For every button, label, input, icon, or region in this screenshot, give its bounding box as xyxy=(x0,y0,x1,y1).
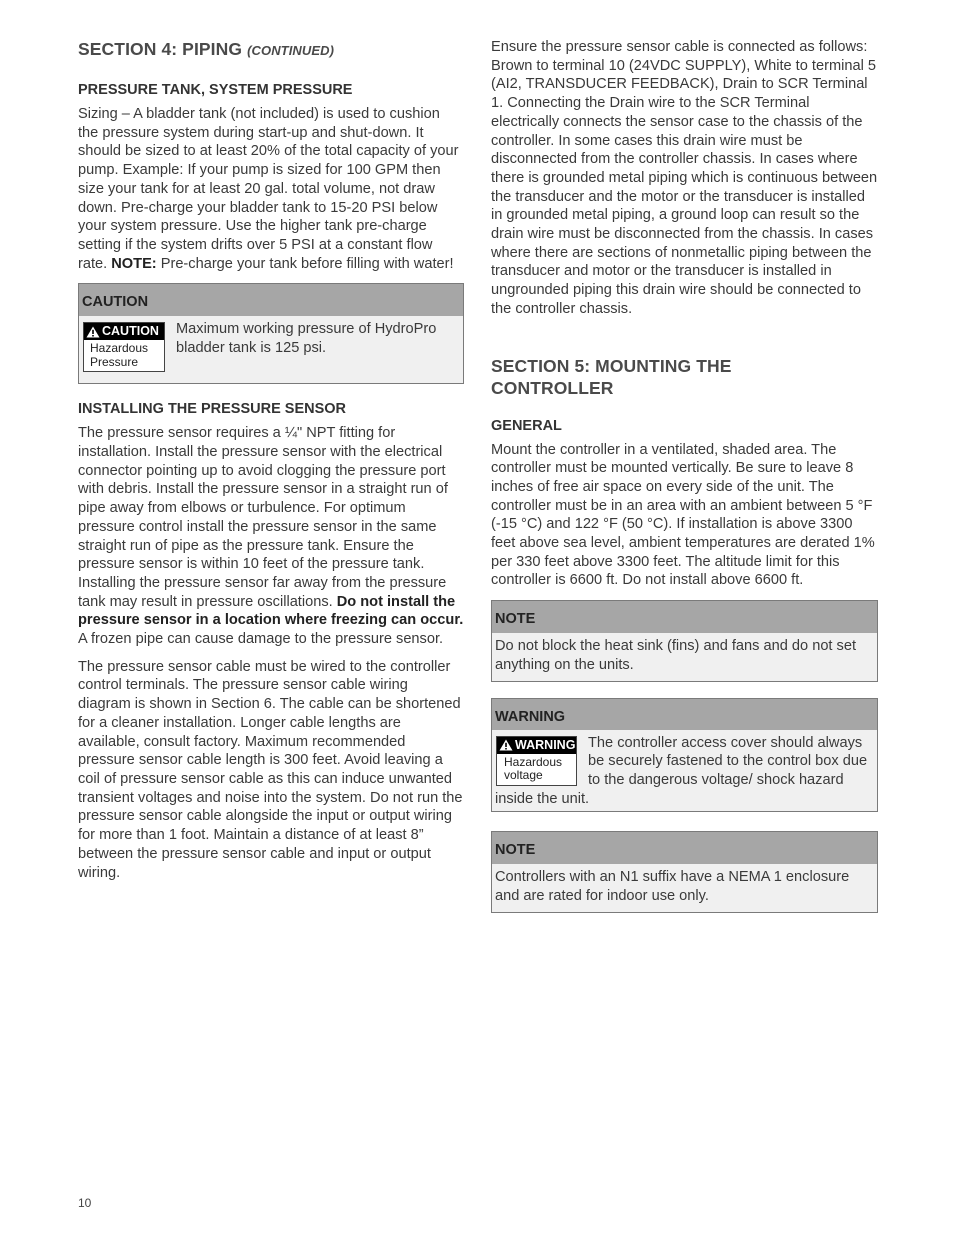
caution-box-header: CAUTION xyxy=(79,284,463,316)
general-heading: GENERAL xyxy=(491,417,562,434)
warning-triangle-icon xyxy=(86,326,100,338)
right-column xyxy=(491,38,878,913)
sensor-paragraph-3: Ensure the pressure sensor cable is connected as follows: Brown to terminal 10 (24VDC SUPPLY), White to terminal 5 (AI2, TRANSDUCER FEEDBACK), Drain to SCR Terminal 1. Connecting the Drain wire to the SCR Terminal electrically connects the sensor case to the chassis of the controller. In some cases this drain wire must be disconnected from the controller chassis. In cases where there is grounded metal piping which is continuous between the transducer and the motor or the transducer is installed in grounded metal piping, a ground loop can result so the drain wire must be disconnected from the chassis. In cases where there are sections of nonmetallic piping between the transducer and motor or the transducer is installed in ungrounded piping this drain wire should be connected to the controller chassis. xyxy=(491,39,878,317)
caution-box xyxy=(78,283,464,384)
note-box-2 xyxy=(491,831,878,912)
caution-hazard-label: CAUTION Hazardous Pressure xyxy=(83,322,165,372)
note-box-1-body: Do not block the heat sink (fins) and fans and do not set anything on the units. xyxy=(495,638,857,673)
warning-triangle-icon xyxy=(499,739,513,751)
sensor-paragraph-1: The pressure sensor requires a ¼" NPT fitting for installation. Install the pressure sensor with the electrical connector pointing up to avoid clogging the pressure port with debris. Install the pressure sensor in a straight run of pipe away from elbows or turbulence. For optimum pressure control install the pressure sensor in the same straight run of pipe as the pressure tank. Ensure the pressure sensor is within 10 feet of the pressure tank. Installing the pressure sensor far away from the pressure tank may result in pressure oscillations. Do not install the pressure sensor in a location where freezing can occur. A frozen pipe can cause damage to the pressure sensor. xyxy=(78,425,464,648)
note-box-2-body: Controllers with an N1 suffix have a NEMA 1 enclosure and are rated for indoor use only. xyxy=(495,869,850,905)
left-column xyxy=(78,38,464,882)
page-number: 10 xyxy=(78,1196,92,1210)
pressure-tank-heading: PRESSURE TANK, SYSTEM PRESSURE xyxy=(78,82,353,98)
note-box-1 xyxy=(491,600,878,681)
section-5-title: SECTION 5: MOUNTING THE CONTROLLER xyxy=(491,355,732,398)
section-4-title: SECTION 4: PIPING (CONTINUED) xyxy=(78,39,335,59)
caution-text: Maximum working pressure of HydroPro bladder tank is 125 psi. xyxy=(176,321,437,357)
pressure-tank-paragraph: Sizing – A bladder tank (not included) is used to cushion the pressure system during start-up and shut-down. It should be sized to at least 20% of the total capacity of your pump. Example: If your pump is sized for 100 GPM then size your tank for at least 20 gal. total volume, not draw down. Pre-charge your bladder tank to 15-20 PSI below your system pressure. Use the higher tank pre-charge setting if the system drifts over 5 PSI at a constant flow rate. NOTE: Pre-charge your tank before filling with water! xyxy=(78,106,459,272)
note-box-1-header: NOTE xyxy=(492,601,877,633)
warning-hazard-label: WARNING Hazardous voltage xyxy=(496,736,577,786)
warning-box-header: WARNING xyxy=(492,699,877,730)
warning-box-body xyxy=(492,730,877,812)
caution-box-body xyxy=(79,316,463,369)
continued-label: (CONTINUED) xyxy=(247,43,335,58)
sensor-paragraph-2: The pressure sensor cable must be wired to the controller control terminals. The pressure sensor cable wiring diagram is shown in Section 6. The cable can be shortened for a cleaner installation. Longer cable lengths are available, consult factory. Maximum recommended pressure sensor cable length is 300 feet. Avoid leaving a coil of pressure sensor cable as this can induce unwanted transient voltages and noise into the system. Do not run the pressure sensor cable alongside the input or output wiring for more than 1 foot. Maintain a distance of at least 8” between the pressure sensor cable and input or output wiring. xyxy=(78,658,463,881)
note-box-2-header: NOTE xyxy=(492,832,877,864)
general-paragraph: Mount the controller in a ventilated, shaded area. The controller must be mounted vertically. Be sure to leave 8 inches of free air space on every side of the unit. The controller must be in an area with an ambient between 5 °F (-15 °C) and 122 °F (50 °C). If installation is above 3300 feet above sea level, ambient temperatures are derated 1% per 330 feet above 3300 feet. The altitude limit for this controller is 6600 ft. Do not install above 6600 ft. xyxy=(491,441,875,589)
warning-box xyxy=(491,698,878,813)
installing-sensor-heading: INSTALLING THE PRESSURE SENSOR xyxy=(78,401,347,418)
warning-text: The controller access cover should always be securely fastened to the control box due to the dangerous voltage/ shock hazard inside the unit. xyxy=(495,734,868,807)
